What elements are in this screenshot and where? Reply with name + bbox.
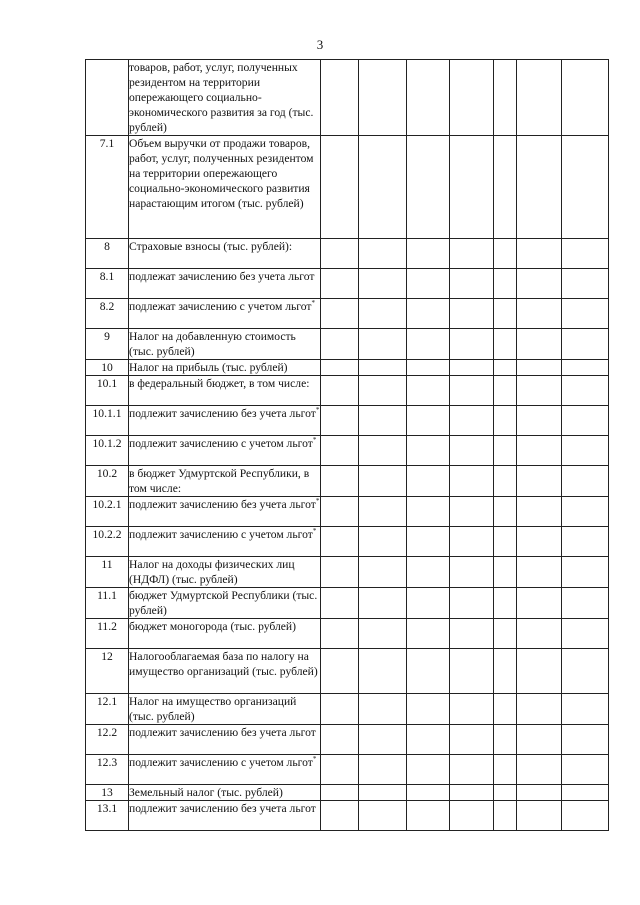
row-number: 10.1.1 — [86, 406, 129, 436]
value-cell — [359, 619, 407, 649]
value-cell — [517, 136, 562, 239]
value-cell — [494, 269, 517, 299]
value-cell — [494, 239, 517, 269]
value-cell — [494, 619, 517, 649]
row-number: 11.2 — [86, 619, 129, 649]
value-cell — [494, 725, 517, 755]
value-cell — [562, 466, 609, 497]
row-indicator-cell — [129, 269, 321, 299]
value-cell — [321, 406, 359, 436]
value-cell — [562, 360, 609, 376]
row-indicator-cell — [129, 299, 321, 329]
value-cell — [494, 60, 517, 136]
row-indicator-cell — [129, 136, 321, 239]
value-cell — [562, 755, 609, 785]
value-cell — [359, 299, 407, 329]
value-cell — [562, 557, 609, 588]
row-number: 10.2.2 — [86, 527, 129, 557]
value-cell — [450, 436, 494, 466]
value-cell — [562, 785, 609, 801]
value-cell — [562, 329, 609, 360]
value-cell — [359, 755, 407, 785]
row-number: 12.3 — [86, 755, 129, 785]
value-cell — [494, 136, 517, 239]
row-indicator-name: Налог на доходы физических лиц (НДФЛ) (тыс. рублей) — [129, 558, 295, 586]
value-cell — [450, 755, 494, 785]
row-indicator-name: Земельный налог (тыс. рублей) — [129, 786, 283, 799]
value-cell — [562, 376, 609, 406]
value-cell — [517, 557, 562, 588]
value-cell — [494, 588, 517, 619]
value-cell — [407, 588, 450, 619]
table-row — [86, 588, 609, 619]
value-cell — [407, 239, 450, 269]
row-indicator-cell — [129, 588, 321, 619]
row-indicator-name: подлежат зачислению без учета льгот — [129, 270, 315, 283]
value-cell — [359, 406, 407, 436]
value-cell — [359, 376, 407, 406]
table-row — [86, 329, 609, 360]
row-indicator-name: подлежит зачислению без учета льгот — [129, 726, 316, 739]
row-indicator-cell — [129, 557, 321, 588]
table-row — [86, 497, 609, 527]
table-row — [86, 785, 609, 801]
table-row — [86, 60, 609, 136]
table-row — [86, 649, 609, 694]
value-cell — [407, 60, 450, 136]
value-cell — [450, 588, 494, 619]
value-cell — [517, 694, 562, 725]
footnote-mark: * — [315, 406, 320, 415]
value-cell — [450, 497, 494, 527]
row-number: 12.1 — [86, 694, 129, 725]
row-number — [86, 60, 129, 136]
value-cell — [562, 527, 609, 557]
row-indicator-cell — [129, 527, 321, 557]
value-cell — [562, 436, 609, 466]
row-indicator-cell — [129, 785, 321, 801]
value-cell — [517, 801, 562, 831]
value-cell — [494, 527, 517, 557]
value-cell — [494, 694, 517, 725]
value-cell — [450, 725, 494, 755]
row-indicator-cell — [129, 60, 321, 136]
row-number: 12.2 — [86, 725, 129, 755]
value-cell — [407, 785, 450, 801]
value-cell — [407, 527, 450, 557]
row-number: 8.2 — [86, 299, 129, 329]
value-cell — [407, 557, 450, 588]
value-cell — [562, 299, 609, 329]
row-indicator-cell — [129, 329, 321, 360]
value-cell — [517, 725, 562, 755]
value-cell — [359, 527, 407, 557]
row-indicator-cell — [129, 619, 321, 649]
value-cell — [407, 801, 450, 831]
value-cell — [359, 785, 407, 801]
value-cell — [407, 725, 450, 755]
value-cell — [450, 60, 494, 136]
value-cell — [359, 269, 407, 299]
value-cell — [450, 360, 494, 376]
value-cell — [494, 557, 517, 588]
report-table — [85, 59, 609, 831]
value-cell — [450, 557, 494, 588]
table-row — [86, 694, 609, 725]
footnote-mark: * — [312, 527, 317, 536]
row-indicator-cell — [129, 801, 321, 831]
value-cell — [494, 497, 517, 527]
value-cell — [562, 136, 609, 239]
table-row — [86, 299, 609, 329]
value-cell — [517, 527, 562, 557]
value-cell — [321, 360, 359, 376]
footnote-mark: * — [312, 436, 317, 445]
row-indicator-name: подлежит зачислению с учетом льгот — [129, 756, 313, 769]
value-cell — [450, 406, 494, 436]
value-cell — [494, 299, 517, 329]
row-indicator-cell — [129, 497, 321, 527]
value-cell — [359, 329, 407, 360]
value-cell — [321, 329, 359, 360]
value-cell — [517, 436, 562, 466]
value-cell — [517, 239, 562, 269]
value-cell — [450, 376, 494, 406]
row-indicator-cell — [129, 239, 321, 269]
row-indicator-name: подлежит зачислению с учетом льгот — [129, 437, 313, 450]
value-cell — [517, 619, 562, 649]
row-indicator-name: подлежит зачислению без учета льгот — [129, 802, 316, 815]
value-cell — [494, 329, 517, 360]
value-cell — [407, 755, 450, 785]
table-row — [86, 239, 609, 269]
value-cell — [562, 269, 609, 299]
value-cell — [450, 299, 494, 329]
table-row — [86, 376, 609, 406]
value-cell — [562, 694, 609, 725]
value-cell — [450, 619, 494, 649]
row-indicator-cell — [129, 649, 321, 694]
value-cell — [494, 755, 517, 785]
value-cell — [359, 239, 407, 269]
value-cell — [321, 466, 359, 497]
value-cell — [517, 269, 562, 299]
row-indicator-name: Налог на имущество организаций (тыс. рублей) — [129, 695, 297, 723]
value-cell — [450, 269, 494, 299]
value-cell — [517, 299, 562, 329]
value-cell — [450, 801, 494, 831]
value-cell — [359, 360, 407, 376]
table-row — [86, 436, 609, 466]
value-cell — [321, 619, 359, 649]
row-indicator-name: Объем выручки от продажи товаров, работ, услуг, полученных резидентом на территории опережающего социально-экономического развития нарастающим итогом (тыс. рублей) — [129, 137, 314, 210]
row-number: 7.1 — [86, 136, 129, 239]
value-cell — [359, 588, 407, 619]
table-row — [86, 406, 609, 436]
value-cell — [407, 360, 450, 376]
value-cell — [407, 376, 450, 406]
row-indicator-name: подлежат зачислению с учетом льгот — [129, 300, 312, 313]
value-cell — [562, 497, 609, 527]
report-table-body — [86, 60, 609, 831]
value-cell — [407, 694, 450, 725]
value-cell — [321, 269, 359, 299]
value-cell — [562, 406, 609, 436]
value-cell — [359, 557, 407, 588]
footnote-mark: * — [311, 299, 315, 308]
table-row — [86, 136, 609, 239]
value-cell — [450, 649, 494, 694]
value-cell — [494, 436, 517, 466]
value-cell — [321, 299, 359, 329]
value-cell — [407, 466, 450, 497]
value-cell — [562, 619, 609, 649]
row-indicator-name: в федеральный бюджет, в том числе: — [129, 377, 310, 390]
row-number: 10.2 — [86, 466, 129, 497]
value-cell — [450, 785, 494, 801]
value-cell — [321, 588, 359, 619]
value-cell — [359, 649, 407, 694]
value-cell — [450, 136, 494, 239]
value-cell — [359, 436, 407, 466]
table-row — [86, 755, 609, 785]
row-indicator-cell — [129, 360, 321, 376]
value-cell — [517, 376, 562, 406]
value-cell — [562, 239, 609, 269]
value-cell — [517, 755, 562, 785]
row-indicator-cell — [129, 725, 321, 755]
value-cell — [517, 497, 562, 527]
value-cell — [321, 694, 359, 725]
row-number: 13 — [86, 785, 129, 801]
row-indicator-cell — [129, 436, 321, 466]
value-cell — [321, 436, 359, 466]
value-cell — [494, 360, 517, 376]
value-cell — [359, 466, 407, 497]
value-cell — [562, 649, 609, 694]
row-number: 10.2.1 — [86, 497, 129, 527]
value-cell — [562, 725, 609, 755]
value-cell — [359, 725, 407, 755]
value-cell — [407, 136, 450, 239]
row-indicator-name: Страховые взносы (тыс. рублей): — [129, 240, 293, 253]
value-cell — [494, 801, 517, 831]
table-row — [86, 527, 609, 557]
row-indicator-cell — [129, 376, 321, 406]
value-cell — [517, 329, 562, 360]
value-cell — [450, 527, 494, 557]
value-cell — [321, 239, 359, 269]
value-cell — [359, 60, 407, 136]
value-cell — [407, 649, 450, 694]
value-cell — [407, 299, 450, 329]
value-cell — [321, 649, 359, 694]
value-cell — [321, 60, 359, 136]
value-cell — [407, 269, 450, 299]
value-cell — [562, 588, 609, 619]
row-indicator-name: Налог на добавленную стоимость (тыс. рублей) — [129, 330, 296, 358]
value-cell — [517, 360, 562, 376]
row-indicator-name: подлежит зачислению без учета льгот — [129, 407, 316, 420]
value-cell — [494, 466, 517, 497]
value-cell — [562, 60, 609, 136]
row-number: 8 — [86, 239, 129, 269]
value-cell — [450, 239, 494, 269]
value-cell — [321, 136, 359, 239]
value-cell — [450, 329, 494, 360]
row-indicator-name: товаров, работ, услуг, полученных резидентом на территории опережающего социально-экономического развития за год (тыс. рублей) — [129, 61, 314, 134]
value-cell — [321, 527, 359, 557]
value-cell — [407, 406, 450, 436]
value-cell — [517, 649, 562, 694]
table-row — [86, 557, 609, 588]
value-cell — [517, 588, 562, 619]
value-cell — [321, 497, 359, 527]
table-row — [86, 801, 609, 831]
value-cell — [450, 694, 494, 725]
value-cell — [407, 329, 450, 360]
row-number: 10.1 — [86, 376, 129, 406]
value-cell — [494, 785, 517, 801]
row-indicator-cell — [129, 466, 321, 497]
table-row — [86, 725, 609, 755]
value-cell — [321, 557, 359, 588]
row-number: 8.1 — [86, 269, 129, 299]
page-number: 3 — [316, 37, 324, 52]
row-indicator-name: подлежит зачислению с учетом льгот — [129, 528, 313, 541]
row-number: 9 — [86, 329, 129, 360]
value-cell — [494, 376, 517, 406]
value-cell — [517, 60, 562, 136]
value-cell — [321, 785, 359, 801]
value-cell — [407, 619, 450, 649]
row-number: 11.1 — [86, 588, 129, 619]
value-cell — [517, 785, 562, 801]
row-indicator-name: в бюджет Удмуртской Республики, в том числе: — [129, 467, 310, 495]
row-indicator-name: бюджет моногорода (тыс. рублей) — [129, 620, 296, 633]
table-row — [86, 360, 609, 376]
value-cell — [359, 801, 407, 831]
row-indicator-name: подлежит зачислению без учета льгот — [129, 498, 316, 511]
row-number: 10.1.2 — [86, 436, 129, 466]
value-cell — [321, 801, 359, 831]
row-indicator-name: Налогооблагаемая база по налогу на имущество организаций (тыс. рублей) — [129, 650, 318, 678]
row-indicator-name: Налог на прибыль (тыс. рублей) — [129, 361, 288, 374]
value-cell — [450, 466, 494, 497]
value-cell — [562, 801, 609, 831]
value-cell — [359, 136, 407, 239]
value-cell — [359, 497, 407, 527]
value-cell — [359, 694, 407, 725]
value-cell — [494, 406, 517, 436]
footnote-mark: * — [315, 497, 320, 506]
value-cell — [407, 497, 450, 527]
value-cell — [517, 406, 562, 436]
value-cell — [494, 649, 517, 694]
row-number: 11 — [86, 557, 129, 588]
row-number: 12 — [86, 649, 129, 694]
table-row — [86, 269, 609, 299]
value-cell — [321, 725, 359, 755]
value-cell — [321, 755, 359, 785]
value-cell — [321, 376, 359, 406]
row-indicator-cell — [129, 694, 321, 725]
table-row — [86, 619, 609, 649]
value-cell — [407, 436, 450, 466]
value-cell — [517, 466, 562, 497]
row-indicator-cell — [129, 755, 321, 785]
row-number: 10 — [86, 360, 129, 376]
row-indicator-name: бюджет Удмуртской Республики (тыс. рублей) — [129, 589, 318, 617]
footnote-mark: * — [312, 755, 317, 764]
table-row — [86, 466, 609, 497]
row-number: 13.1 — [86, 801, 129, 831]
row-indicator-cell — [129, 406, 321, 436]
